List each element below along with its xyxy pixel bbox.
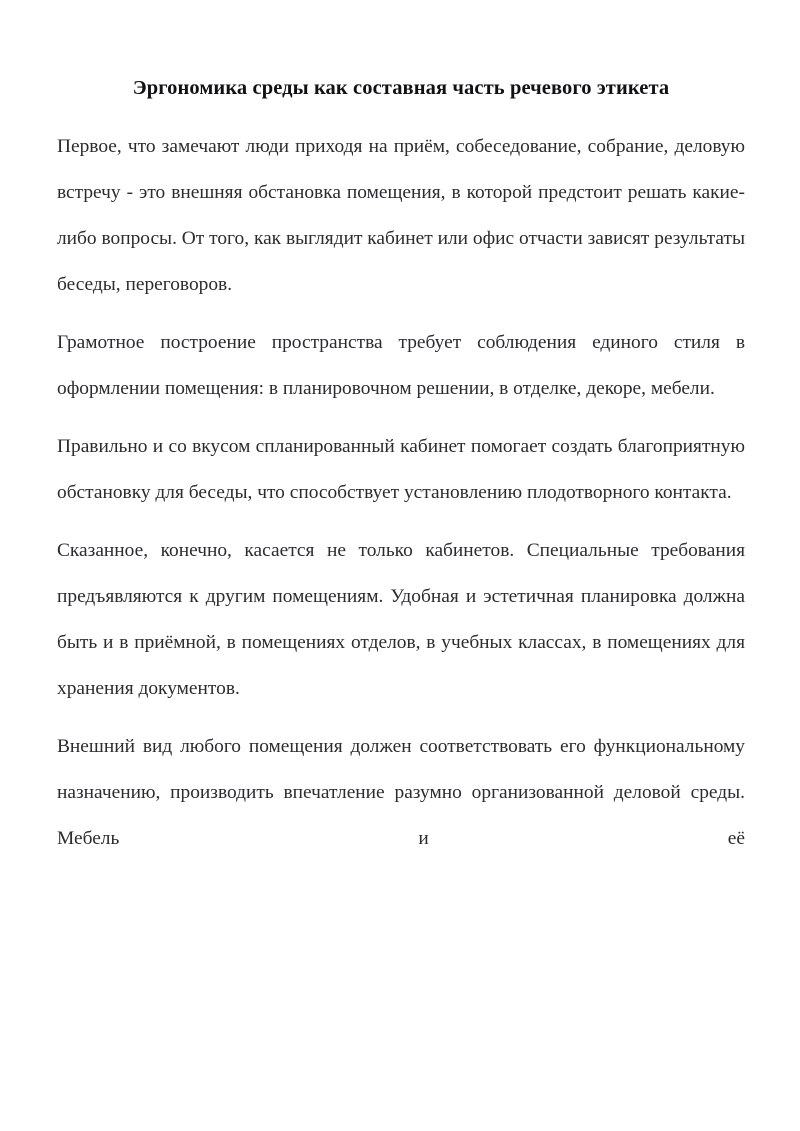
- paragraph-1: Первое, что замечают люди приходя на приём, собеседование, собрание, деловую встречу - это внешняя обстановка помещения, в которой предстоит решать какие-либо вопросы. От того, как выглядит кабинет или офис отчасти зависят результаты беседы, переговоров.: [57, 136, 745, 295]
- paragraph-4: Сказанное, конечно, касается не только кабинетов. Специальные требования предъявляются к другим помещениям. Удобная и эстетичная планировка должна быть и в приёмной, в помещениях отделов, в учебных классах, в помещениях для хранения документов.: [57, 540, 745, 699]
- paragraph-2: Грамотное построение пространства требует соблюдения единого стиля в оформлении помещения: в планировочном решении, в отделке, декоре, мебели.: [57, 332, 745, 399]
- document-paragraphs: [57, 124, 745, 862]
- paragraph-3: Правильно и со вкусом спланированный кабинет помогает создать благоприятную обстановку для беседы, что способствует установлению плодотворного контакта.: [57, 436, 745, 503]
- document-text-column: [57, 0, 745, 862]
- page-title: Эргономика среды как составная часть речевого этикета: [132, 77, 670, 99]
- paragraph-5: Внешний вид любого помещения должен соответствовать его функциональному назначению, производить впечатление разумно организованной деловой среды. Мебель и её: [57, 736, 745, 849]
